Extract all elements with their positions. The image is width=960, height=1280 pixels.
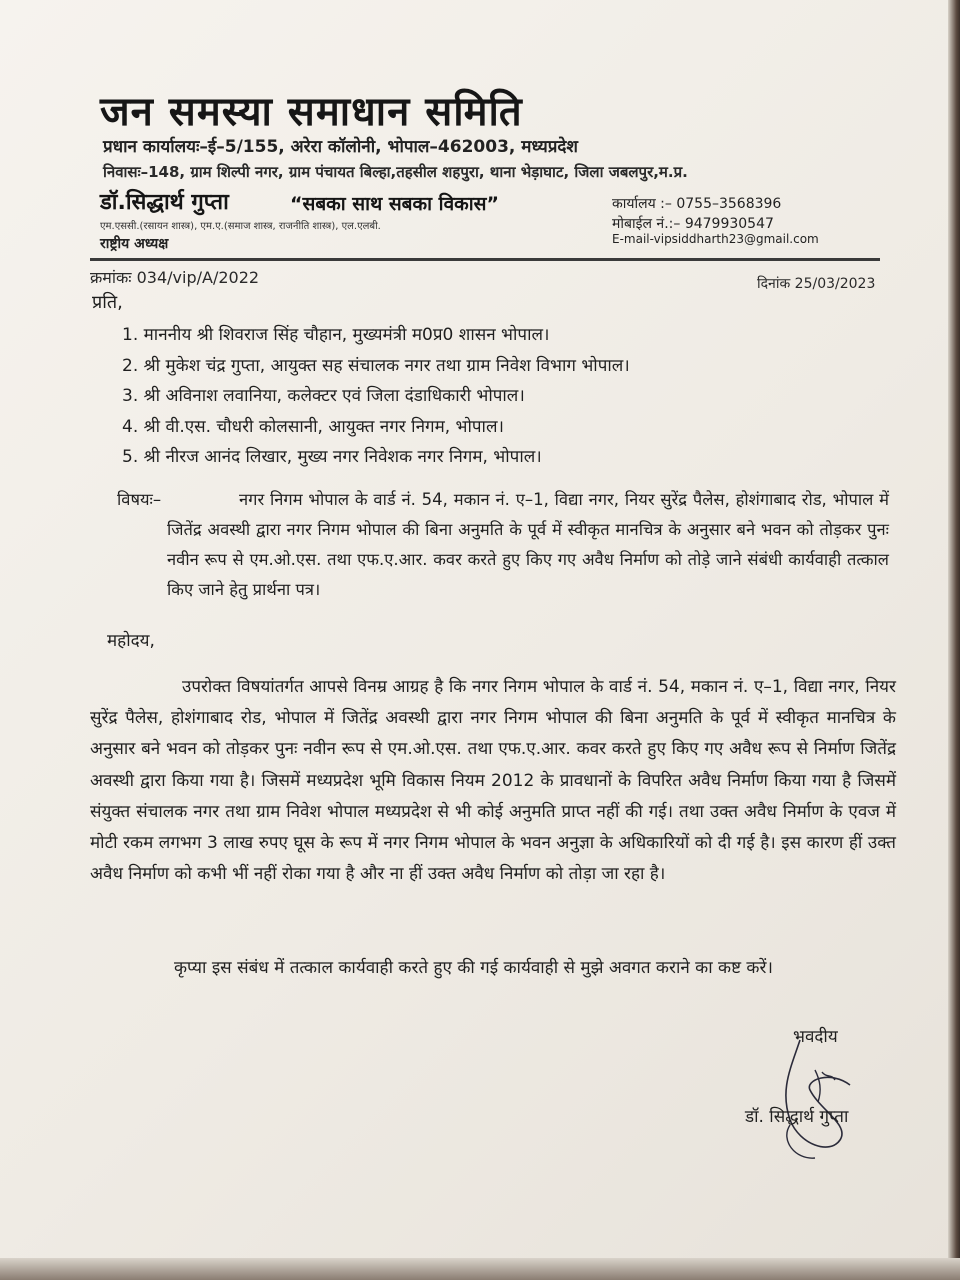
- letter-date: दिनांक 25/03/2023: [757, 276, 876, 292]
- slogan: “सबका साथ सबका विकास”: [290, 193, 499, 215]
- email-address: E-mail-vipsiddharth23@gmail.com: [612, 232, 819, 246]
- recipient-item: 3. श्री अविनाश लवानिया, कलेक्टर एवं जिला दंडाधिकारी भोपाल।: [122, 386, 525, 406]
- closing-paragraph: कृप्या इस संबंध में तत्काल कार्यवाही करते हुए की गई कार्यवाही से मुझे अवगत कराने का कष्ट करें।: [174, 958, 773, 978]
- office-phone: कार्यालय :– 0755–3568396: [612, 196, 782, 212]
- valediction: भवदीय: [793, 1027, 838, 1047]
- subject-label: विषयः–: [117, 490, 162, 509]
- salutation: महोदय,: [107, 631, 155, 651]
- subject-block: [117, 485, 889, 605]
- paper-edge-shadow: [948, 0, 960, 1280]
- signer-name: डॉ. सिद्धार्थ गुप्ता: [745, 1107, 849, 1127]
- recipient-item: 2. श्री मुकेश चंद्र गुप्ता, आयुक्त सह संचालक नगर तथा ग्राम निवेश विभाग भोपाल।: [122, 355, 630, 376]
- president-name: डॉ.सिद्धार्थ गुप्ता: [100, 190, 229, 215]
- designation: राष्ट्रीय अध्यक्ष: [100, 236, 169, 252]
- residence-address: निवासः–148, ग्राम शिल्पी नगर, ग्राम पंचायत बिल्हा,तहसील शहपुरा, थाना भेड़ाघाट, जिला जबलपुर,म.प्र.: [103, 163, 688, 181]
- mobile-number: मोबाईल नं.:– 9479930547: [612, 216, 774, 232]
- letterhead-divider: [90, 258, 880, 261]
- recipient-list: [122, 322, 630, 475]
- body-paragraph: उपरोक्त विषयांतर्गत आपसे विनम्र आग्रह है कि नगर निगम भोपाल के वार्ड नं. 54, मकान नं. ए–1, विद्या नगर, नियर सुरेंद्र पैलेस, होशंगाबाद रोड, भोपाल में जितेंद्र अवस्थी द्वारा नगर निगम भोपाल की बिना अनुमति के पूर्व में स्वीकृत मानचित्र के अनुसार बने भवन को तोड़कर पुनः नवीन रूप से एम.ओ.एस. तथा एफ.ए.आर. कवर करते हुए किए गए अवैध रूप से निर्माण जितेंद्र अवस्थी द्वारा किया गया है। जिसमें मध्यप्रदेश भूमि विकास नियम 2012 के प्रावधानों के विपरित अवैध निर्माण किया गया है जिसमें संयुक्त संचालक नगर तथा ग्राम निवेश भोपाल मध्यप्रदेश से भी कोई अनुमति प्राप्त नहीं की गई। तथा उक्त अवैध निर्माण के एवज में मोटी रकम लगभग 3 लाख रुपए घूस के रूप में नगर निगम भोपाल के भवन अनुज्ञा के अधिकारियों को दी गई है। इस कारण हीं उक्त अवैध निर्माण को कभी भीं नहीं रोका गया है और ना हीं उक्त अवैध निर्माण को तोड़ा जा रहा है।: [90, 677, 896, 885]
- qualifications: एम.एससी.(रसायन शास्त्र), एम.ए.(समाज शास्त्र, राजनीति शास्त्र), एल.एलबी.: [100, 221, 381, 232]
- organization-title: जन समस्या समाधान समिति: [100, 89, 523, 135]
- handwritten-signature: [760, 1030, 890, 1170]
- head-office-address: प्रधान कार्यालयः–ई–5/155, अरेरा कॉलोनी, भोपाल–462003, मध्यप्रदेश: [103, 137, 578, 157]
- reference-number: क्रमांकः 034/vip/A/2022: [90, 268, 260, 287]
- recipient-item: 5. श्री नीरज आनंद लिखार, मुख्य नगर निवेशक नगर निगम, भोपाल।: [122, 447, 542, 467]
- subject-text: नगर निगम भोपाल के वार्ड नं. 54, मकान नं. ए–1, विद्या नगर, नियर सुरेंद्र पैलेस, होशंगाबाद रोड, भोपाल में जितेंद्र अवस्थी द्वारा नगर निगम भोपाल की बिना अनुमति के पूर्व में स्वीकृत मानचित्र के अनुसार बने भवन को तोड़कर पुनः नवीन रूप से एम.ओ.एस. तथा एफ.ए.आर. कवर करते हुए किए गए अवैध निर्माण को तोड़े जाने संबंधी कार्यवाही तत्काल किए जाने हेतु प्रार्थना पत्र।: [167, 490, 889, 599]
- recipient-item: 4. श्री वी.एस. चौधरी कोलसानी, आयुक्त नगर निगम, भोपाल।: [122, 416, 504, 437]
- addressee-prefix: प्रति,: [92, 292, 123, 313]
- paper-bottom-shadow: [0, 1258, 960, 1280]
- recipient-item: 1. माननीय श्री शिवराज सिंह चौहान, मुख्यमंत्री म0प्र0 शासन भोपाल।: [122, 325, 550, 345]
